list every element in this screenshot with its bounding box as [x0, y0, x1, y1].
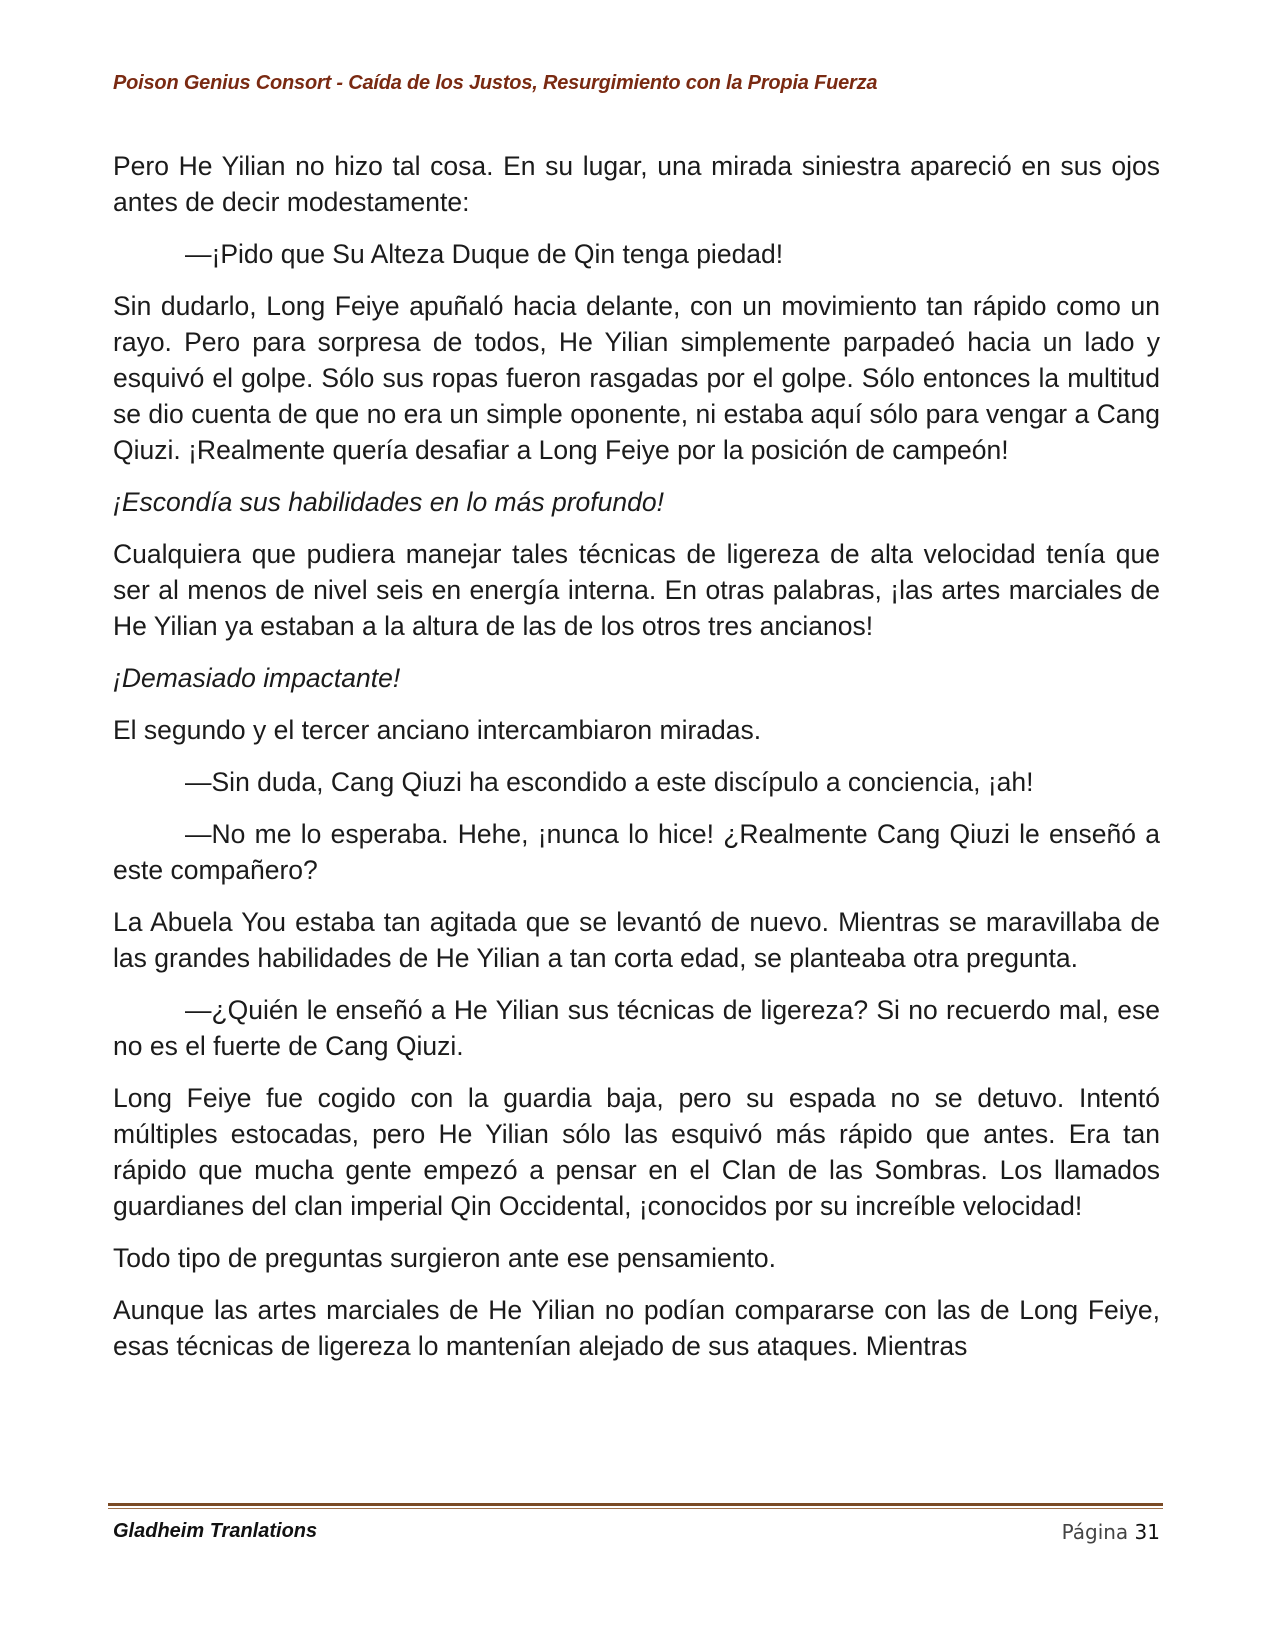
body-text: [113, 148, 1160, 1380]
page-number-value: 31: [1134, 1520, 1160, 1544]
paragraph: Aunque las artes marciales de He Yilian no podían compararse con las de Long Feiye, esas técnicas de ligereza lo mantenían alejado de sus ataques. Mientras: [113, 1295, 1160, 1361]
paragraph: Sin dudarlo, Long Feiye apuñaló hacia delante, con un movimiento tan rápido como un rayo. Pero para sorpresa de todos, He Yilian simplemente parpadeó hacia un lado y esquivó el golpe. Sólo sus ropas fueron rasgadas por el golpe. Sólo entonces la multitud se dio cuenta de que no era un simple oponente, ni estaba aquí sólo para vengar a Cang Qiuzi. ¡Realmente quería desafiar a Long Feiye por la posición de campeón!: [113, 291, 1160, 465]
emphasis-paragraph: ¡Demasiado impactante!: [113, 663, 401, 693]
dialogue-paragraph: —No me lo esperaba. Hehe, ¡nunca lo hice! ¿Realmente Cang Qiuzi le enseñó a este compañero?: [113, 819, 1160, 885]
dialogue-paragraph: —¡Pido que Su Alteza Duque de Qin tenga piedad!: [185, 239, 784, 269]
footer-credit: Gladheim Tranlations: [113, 1520, 318, 1542]
paragraph: El segundo y el tercer anciano intercambiaron miradas.: [113, 715, 762, 745]
footer-divider: [108, 1503, 1163, 1509]
paragraph: Todo tipo de preguntas surgieron ante ese pensamiento.: [113, 1243, 776, 1273]
paragraph: Pero He Yilian no hizo tal cosa. En su lugar, una mirada siniestra apareció en sus ojos antes de decir modestamente:: [113, 151, 1160, 217]
page-label: Página: [1061, 1520, 1129, 1544]
paragraph: La Abuela You estaba tan agitada que se levantó de nuevo. Mientras se maravillaba de las grandes habilidades de He Yilian a tan corta edad, se planteaba otra pregunta.: [113, 907, 1160, 973]
paragraph: Cualquiera que pudiera manejar tales técnicas de ligereza de alta velocidad tenía que ser al menos de nivel seis en energía interna. En otras palabras, ¡las artes marciales de He Yilian ya estaban a la altura de las de los otros tres ancianos!: [113, 539, 1160, 641]
dialogue-paragraph: —Sin duda, Cang Qiuzi ha escondido a este discípulo a conciencia, ¡ah!: [185, 767, 1034, 797]
emphasis-paragraph: ¡Escondía sus habilidades en lo más profundo!: [113, 487, 664, 517]
dialogue-paragraph: —¿Quién le enseñó a He Yilian sus técnicas de ligereza? Si no recuerdo mal, ese no es el fuerte de Cang Qiuzi.: [113, 995, 1160, 1061]
page-number: [1062, 1520, 1160, 1544]
running-header: Poison Genius Consort - Caída de los Justos, Resurgimiento con la Propia Fuerza: [113, 72, 878, 94]
paragraph: Long Feiye fue cogido con la guardia baja, pero su espada no se detuvo. Intentó múltiples estocadas, pero He Yilian sólo las esquivó más rápido que antes. Era tan rápido que mucha gente empezó a pensar en el Clan de las Sombras. Los llamados guardianes del clan imperial Qin Occidental, ¡conocidos por su increíble velocidad!: [113, 1083, 1160, 1221]
